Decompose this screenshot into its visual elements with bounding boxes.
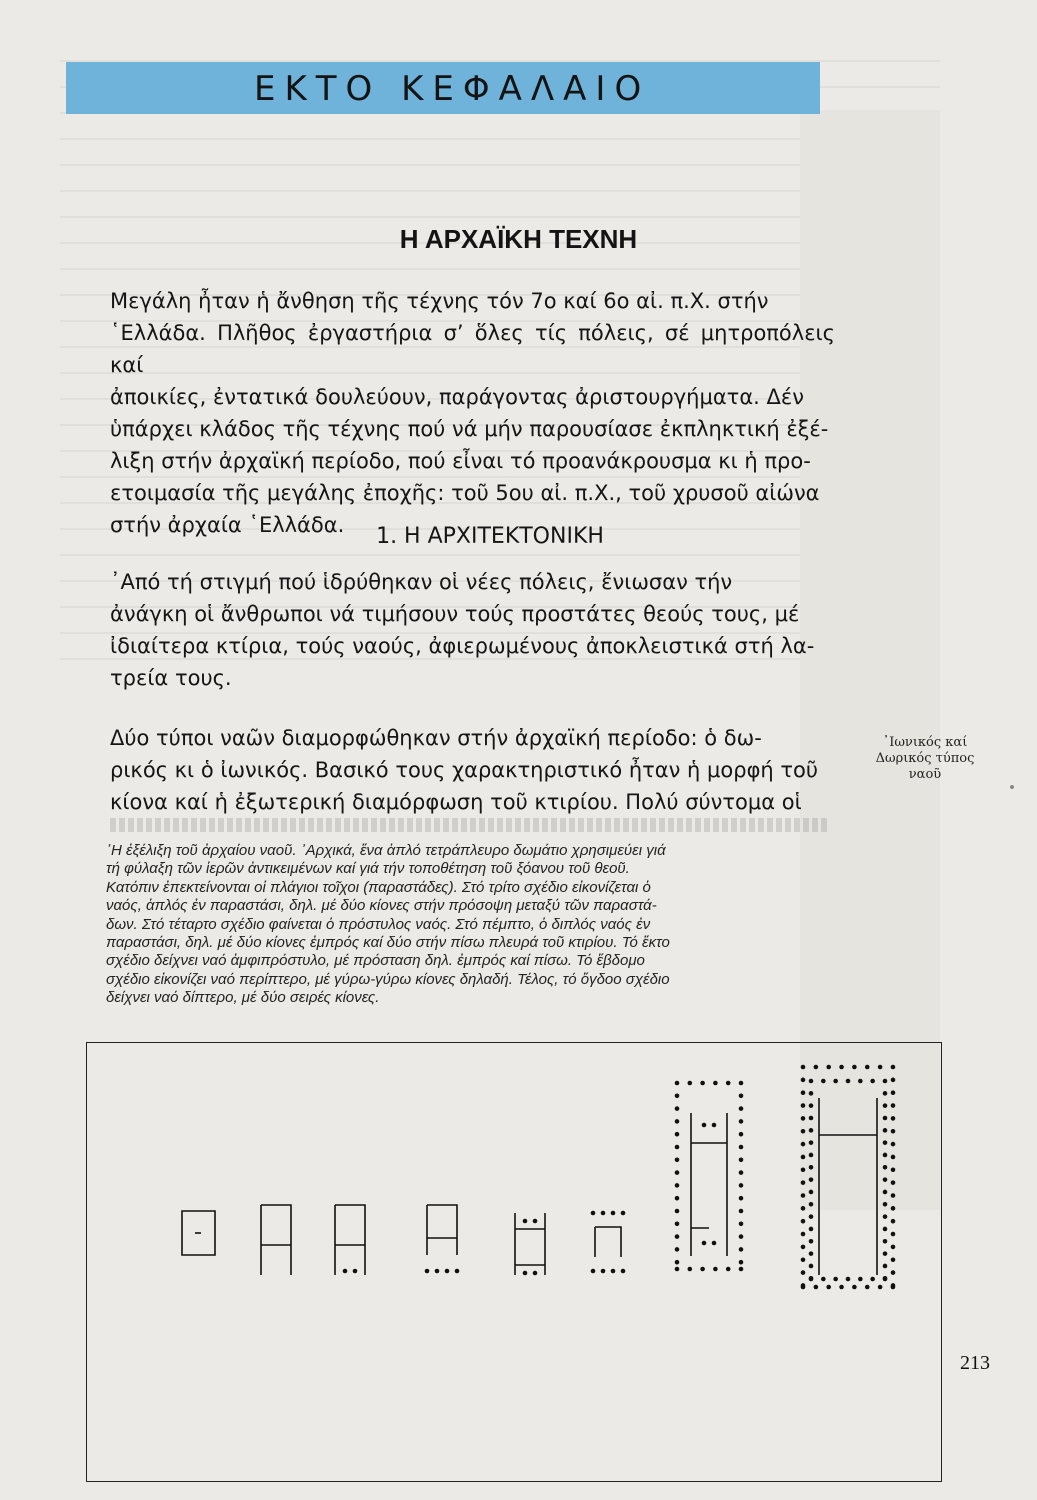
column-dot: [809, 1190, 814, 1195]
column-dot: [891, 1142, 896, 1147]
column-dot: [809, 1153, 814, 1158]
column-dot: [809, 1103, 814, 1108]
column-dot: [688, 1267, 693, 1272]
column-dot: [739, 1132, 744, 1137]
column-dot: [891, 1257, 896, 1262]
column-dot: [801, 1142, 806, 1147]
architecture-line: ἀνάγκη οἱ ἄνθρωποι νά τιμήσουν τούς προστάτες θεούς τους, μέ: [110, 602, 800, 626]
column-dot: [700, 1267, 705, 1272]
column-dot: [739, 1145, 744, 1150]
intro-paragraph: [110, 285, 835, 541]
column-dot: [891, 1193, 896, 1198]
column-dot: [675, 1196, 680, 1201]
column-dot: [675, 1247, 680, 1252]
column-dot: [852, 1285, 857, 1290]
column-dot: [739, 1247, 744, 1252]
column-dot: [675, 1234, 680, 1239]
intro-line: ἀποικίες, ἐντατικά δουλεύουν, παράγοντας ἀριστουργήματα. Δέν: [110, 385, 804, 409]
plan-amphiprostyle: [595, 1227, 621, 1257]
intro-line: ετοιμασία τῆς μεγάλης ἐποχῆς: τοῦ 5ου αἰ. π.Χ., τοῦ χρυσοῦ αἰώνα: [110, 481, 820, 505]
column-dot: [675, 1145, 680, 1150]
column-dot: [883, 1239, 888, 1244]
chapter-heading: ΕΚΤΟ ΚΕΦΑΛΑΙΟ: [66, 62, 820, 114]
column-dot: [883, 1227, 888, 1232]
column-dot: [891, 1116, 896, 1121]
section-title: Η ΑΡΧΑΪΚΗ ΤΕΧΝΗ: [399, 224, 638, 254]
column-dot: [801, 1103, 806, 1108]
column-dot: [891, 1090, 896, 1095]
column-dot: [891, 1180, 896, 1185]
architecture-paragraph: [110, 566, 835, 694]
temple-types-line: κίονα καί ἡ ἐξωτερική διαμόρφωση τοῦ κτιρίου. Πολύ σύντομα οἱ: [110, 790, 802, 814]
caption-line: δων. Στό τέταρτο σχέδιο φαίνεται ὁ πρόστυλος ναός. Στό πέμπτο, ὁ διπλός ναός ἐν: [106, 915, 651, 933]
column-dot: [809, 1202, 814, 1207]
column-dot: [809, 1140, 814, 1145]
column-dot: [688, 1081, 693, 1086]
architecture-line: τρεία τους.: [110, 666, 232, 690]
temple-types-paragraph: [110, 722, 835, 818]
column-dot: [801, 1065, 806, 1070]
plan-simple-room: [182, 1211, 215, 1255]
column-dot: [833, 1277, 838, 1282]
column-dot: [821, 1079, 826, 1084]
column-dot: [713, 1267, 718, 1272]
caption-line: δείχνει ναό δίπτερο, μέ δύο σειρές κίονες.: [106, 989, 380, 1007]
column-dot: [739, 1209, 744, 1214]
column-dot: [814, 1065, 819, 1070]
column-dot: [801, 1168, 806, 1173]
column-dot: [801, 1206, 806, 1211]
column-dot: [826, 1285, 831, 1290]
column-dot: [870, 1277, 875, 1282]
column-dot: [739, 1234, 744, 1239]
column-dot: [801, 1232, 806, 1237]
column-dot: [801, 1270, 806, 1275]
column-dot: [739, 1183, 744, 1188]
print-speck: [1010, 785, 1014, 789]
column-dot: [801, 1090, 806, 1095]
column-dot: [883, 1116, 888, 1121]
column-dot: [883, 1165, 888, 1170]
column-dot: [878, 1285, 883, 1290]
column-dot: [883, 1091, 888, 1096]
column-dot: [801, 1078, 806, 1083]
column-dot: [809, 1165, 814, 1170]
margin-note-line: Δωρικός τύπος: [875, 751, 975, 766]
column-dot: [846, 1277, 851, 1282]
column-dot: [891, 1129, 896, 1134]
column-dot: [858, 1079, 863, 1084]
column-dot: [883, 1153, 888, 1158]
column-dot: [883, 1128, 888, 1133]
column-dot: [865, 1065, 870, 1070]
column-dot: [891, 1103, 896, 1108]
column-dot: [739, 1267, 744, 1272]
caption-line: ᾿Η ἐξέλιξη τοῦ ἀρχαίου ναοῦ. ᾿Αρχικά, ἕνα ἁπλό τετράπλευρο δωμάτιο χρησιμεύει γιά: [106, 842, 666, 859]
column-dot: [739, 1094, 744, 1099]
column-dot: [801, 1180, 806, 1185]
column-dot: [809, 1227, 814, 1232]
column-dot: [891, 1155, 896, 1160]
column-dot: [713, 1081, 718, 1086]
column-dot: [739, 1222, 744, 1227]
column-dot: [739, 1106, 744, 1111]
column-dot: [739, 1119, 744, 1124]
column-dot: [891, 1283, 896, 1288]
column-dot: [675, 1081, 680, 1086]
caption-line: τή φύλαξη τῶν ἱερῶν ἀντικειμένων καί γιά τήν τοποθέτηση τοῦ ξόανου τοῦ θεοῦ.: [106, 860, 630, 878]
caption-line: παραστάσι, δηλ. μέ δύο κίονες ἐμπρός καί δύο στήν πίσω πλευρά τοῦ κτιρίου. Τό ἕκτο: [106, 934, 670, 952]
column-dot: [833, 1079, 838, 1084]
column-dot: [809, 1214, 814, 1219]
column-dot: [891, 1078, 896, 1083]
architecture-line: ᾿Από τή στιγμή πού ἱδρύθηκαν οἱ νέες πόλεις, ἔνιωσαν τήν: [110, 570, 733, 594]
column-dot: [839, 1065, 844, 1070]
column-dot: [883, 1103, 888, 1108]
plan-dipteral: [819, 1098, 877, 1275]
intro-line: ῾Ελλάδα. Πλῆθος ἐργαστήρια σ’ ὅλες τίς πόλεις, σέ μητροπόλεις καί: [110, 321, 835, 377]
plan-in-antis: [335, 1205, 365, 1275]
column-dot: [878, 1065, 883, 1070]
column-dot: [675, 1260, 680, 1265]
caption-line: Κατόπιν ἐπεκτείνονται οἱ πλάγιοι τοῖχοι (παραστάδες). Στό τρίτο σχέδιο εἰκονίζεται ὁ: [106, 878, 651, 896]
column-dot: [739, 1081, 744, 1086]
column-dot: [883, 1264, 888, 1269]
column-dot: [821, 1277, 826, 1282]
bleed-through-text: [110, 818, 830, 832]
column-dot: [739, 1158, 744, 1163]
column-dot: [739, 1196, 744, 1201]
temple-types-line: Δύο τύποι ναῶν διαμορφώθηκαν στήν ἀρχαϊκή περίοδο: ὁ δω-: [110, 726, 762, 750]
caption-line: ναός, ἁπλός ἐν παραστάσι, δηλ. μέ δύο κίονες στήν πρόσοψη μεταξύ τῶν παραστά-: [106, 897, 657, 915]
column-dot: [675, 1119, 680, 1124]
column-dot: [809, 1239, 814, 1244]
column-dot: [891, 1219, 896, 1224]
column-dot: [865, 1285, 870, 1290]
column-dot: [726, 1267, 731, 1272]
column-dot: [801, 1129, 806, 1134]
page-number: 213: [960, 1352, 990, 1374]
architecture-subtitle: 1. Η ΑΡΧΙΤΕΚΤΟΝΙΚΗ: [376, 524, 604, 549]
dipteral-columns: [801, 1065, 896, 1290]
caption-line: σχέδιο δείχνει ναό ἀμφιπρόστυλο, μέ πρόσταση δηλ. ἐμπρός καί πίσω. Τό ἕβδομο: [106, 952, 645, 970]
column-dot: [883, 1214, 888, 1219]
column-dot: [883, 1140, 888, 1145]
margin-note-line: ᾿Ιωνικός καί: [882, 735, 968, 750]
column-dot: [883, 1251, 888, 1256]
column-dot: [839, 1285, 844, 1290]
column-dot: [675, 1170, 680, 1175]
column-dot: [675, 1209, 680, 1214]
column-dot: [801, 1116, 806, 1121]
column-dot: [801, 1245, 806, 1250]
column-dot: [891, 1168, 896, 1173]
figure-caption: [106, 842, 836, 1008]
intro-line: λιξη στήν ἀρχαϊκή περίοδο, πού εἶναι τό προανάκρουσμα κι ἡ προ-: [110, 449, 811, 473]
column-dot: [883, 1202, 888, 1207]
temple-plans-drawing: [87, 1043, 940, 1480]
column-dot: [814, 1285, 819, 1290]
column-dot: [891, 1206, 896, 1211]
column-dot: [883, 1177, 888, 1182]
column-dot: [739, 1170, 744, 1175]
column-dot: [891, 1270, 896, 1275]
column-dot: [809, 1079, 814, 1084]
peripteral-columns: [675, 1081, 744, 1272]
column-dot: [891, 1232, 896, 1237]
column-dot: [870, 1079, 875, 1084]
intro-line: ὑπάρχει κλάδος τῆς τέχνης πού νά μήν παρουσίασε ἐκπληκτική ἐξέ-: [110, 417, 829, 441]
plan-double-in-antis: [515, 1213, 545, 1275]
column-dot: [826, 1065, 831, 1070]
column-dot: [801, 1193, 806, 1198]
column-dot: [891, 1065, 896, 1070]
margin-note-line: ναοῦ: [908, 767, 942, 782]
column-dot: [675, 1094, 680, 1099]
column-dot: [675, 1132, 680, 1137]
column-dot: [883, 1079, 888, 1084]
intro-line: στήν ἀρχαία ῾Ελλάδα.: [110, 513, 345, 537]
column-dot: [809, 1276, 814, 1281]
caption-line: σχέδιο εἰκονίζει ναό περίπτερο, μέ γύρω-γύρω κίονες δηλαδή. Τέλος, τό ὄγδοο σχέδιο: [106, 970, 670, 988]
column-dot: [801, 1257, 806, 1262]
architecture-line: ἰδιαίτερα κτίρια, τούς ναούς, ἀφιερωμένους ἀποκλειστικά στή λα-: [110, 634, 815, 658]
column-dot: [883, 1276, 888, 1281]
plan-prostyle: [427, 1205, 457, 1255]
plan-peripteral: [691, 1113, 727, 1256]
column-dot: [858, 1277, 863, 1282]
column-dot: [801, 1155, 806, 1160]
margin-note: [855, 735, 995, 783]
temple-types-line: ρικός κι ὁ ἰωνικός. Βασικό τους χαρακτηριστικό ἦταν ἡ μορφή τοῦ: [110, 758, 819, 782]
column-dot: [675, 1183, 680, 1188]
column-dot: [852, 1065, 857, 1070]
column-dot: [891, 1245, 896, 1250]
column-dot: [726, 1081, 731, 1086]
column-dot: [675, 1222, 680, 1227]
column-dot: [809, 1128, 814, 1133]
column-dot: [700, 1081, 705, 1086]
column-dot: [739, 1260, 744, 1265]
column-dot: [809, 1264, 814, 1269]
plan-extended-walls: [261, 1205, 291, 1275]
column-dot: [675, 1158, 680, 1163]
column-dot: [883, 1190, 888, 1195]
column-dot: [801, 1283, 806, 1288]
column-dot: [801, 1219, 806, 1224]
column-dot: [675, 1267, 680, 1272]
column-dot: [675, 1106, 680, 1111]
column-dot: [846, 1079, 851, 1084]
column-dot: [809, 1091, 814, 1096]
column-dot: [809, 1251, 814, 1256]
temple-plans-figure: [86, 1042, 942, 1482]
column-dot: [809, 1116, 814, 1121]
column-dot: [809, 1177, 814, 1182]
intro-line: Μεγάλη ἦταν ἡ ἄνθηση τῆς τέχνης τόν 7ο καί 6ο αἰ. π.Χ. στήν: [110, 289, 769, 313]
